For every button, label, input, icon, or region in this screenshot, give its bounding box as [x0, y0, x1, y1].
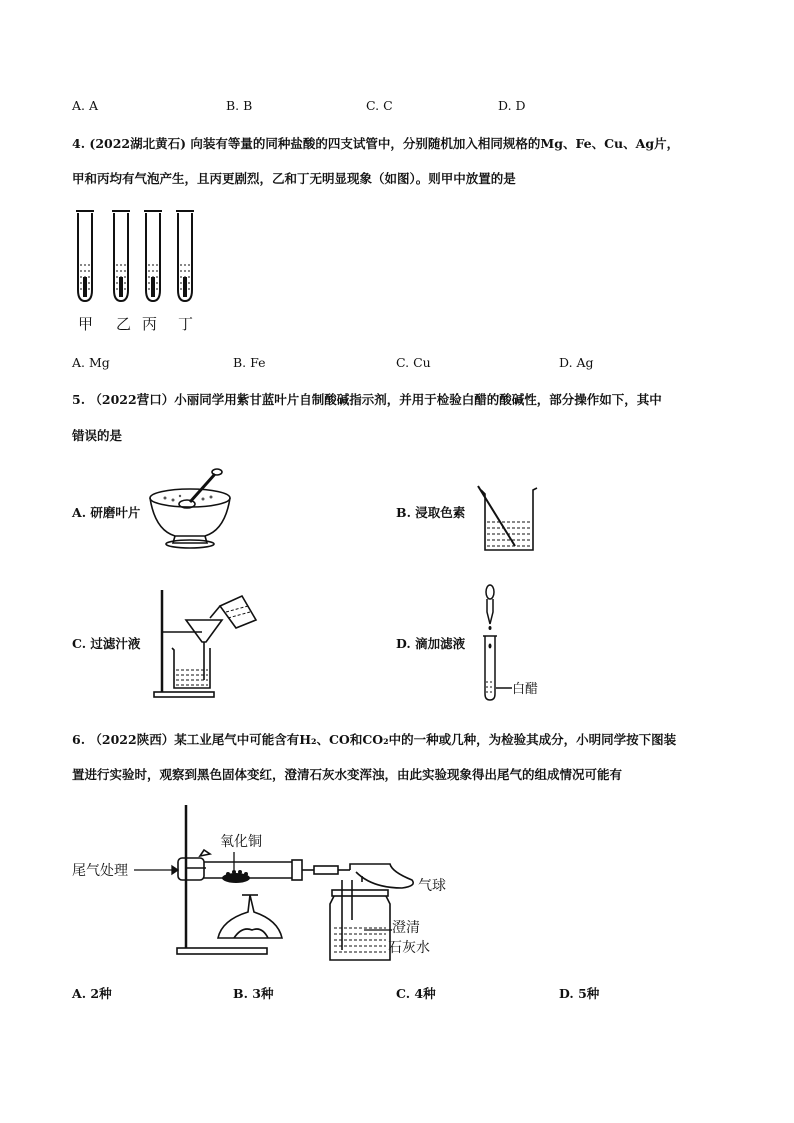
q4-option-c: C. Cu [396, 355, 431, 370]
limewater-label-1: 澄清 [392, 920, 420, 936]
beaker-stir-figure [475, 460, 545, 560]
q4-option-b: B. Fe [233, 355, 266, 370]
q6-stem-line1: 6. （2022陕西）某工业尾气中可能含有H₂、CO和CO₂中的一种或几种，为检验其成分，小明同学按下图装 [72, 732, 677, 747]
dropper-tube-figure [470, 580, 550, 705]
q5-option-a: A. 研磨叶片 [72, 505, 141, 520]
copper-oxide-label: 氧化铜 [220, 834, 262, 850]
balloon-label: 气球 [418, 878, 446, 894]
mortar-pestle-figure [145, 468, 235, 558]
q4-stem-line1: 4. (2022湖北黄石) 向装有等量的同种盐酸的四支试管中，分别随机加入相同规格的Mg、Fe、Cu、Ag片， [72, 136, 680, 151]
tube-label-bing: 丙 [142, 315, 158, 333]
q3-option-a: A. A [72, 98, 99, 113]
q5-option-c: C. 过滤汁液 [72, 636, 141, 651]
filtration-figure [150, 580, 260, 705]
q3-option-b: B. B [226, 98, 253, 113]
limewater-label-2: 石灰水 [388, 940, 430, 956]
inlet-label: 尾气处理 [72, 863, 128, 879]
q6-stem-line2: 置进行实验时，观察到黑色固体变红，澄清石灰水变浑浊，由此实验现象得出尾气的组成情况可能有 [72, 767, 623, 782]
q6-option-b: B. 3种 [233, 986, 274, 1001]
q4-test-tubes-figure [70, 205, 210, 335]
q4-option-a: A. Mg [72, 355, 110, 370]
q6-option-d: D. 5种 [559, 986, 600, 1001]
q5-stem-line2: 错误的是 [72, 428, 123, 443]
tube-label-jia: 甲 [78, 315, 94, 333]
q6-apparatus-figure [72, 800, 452, 970]
tube-label-yi: 乙 [116, 315, 132, 333]
q4-stem-line2: 甲和丙均有气泡产生，且丙更剧烈，乙和丁无明显现象（如图）。则甲中放置的是 [72, 171, 516, 186]
q5-stem-line1: 5. （2022营口）小丽同学用紫甘蓝叶片自制酸碱指示剂，并用于检验白醋的酸碱性，部分操作如下，其中 [72, 392, 662, 407]
q5-option-b: B. 浸取色素 [396, 505, 466, 520]
vinegar-label: 白醋 [512, 682, 539, 697]
q6-option-a: A. 2种 [72, 986, 112, 1001]
q6-option-c: C. 4种 [396, 986, 436, 1001]
q4-option-d: D. Ag [559, 355, 594, 370]
tube-label-ding: 丁 [178, 315, 194, 333]
q3-option-d: D. D [498, 98, 526, 113]
q5-option-d: D. 滴加滤液 [396, 636, 466, 651]
q3-option-c: C. C [366, 98, 393, 113]
